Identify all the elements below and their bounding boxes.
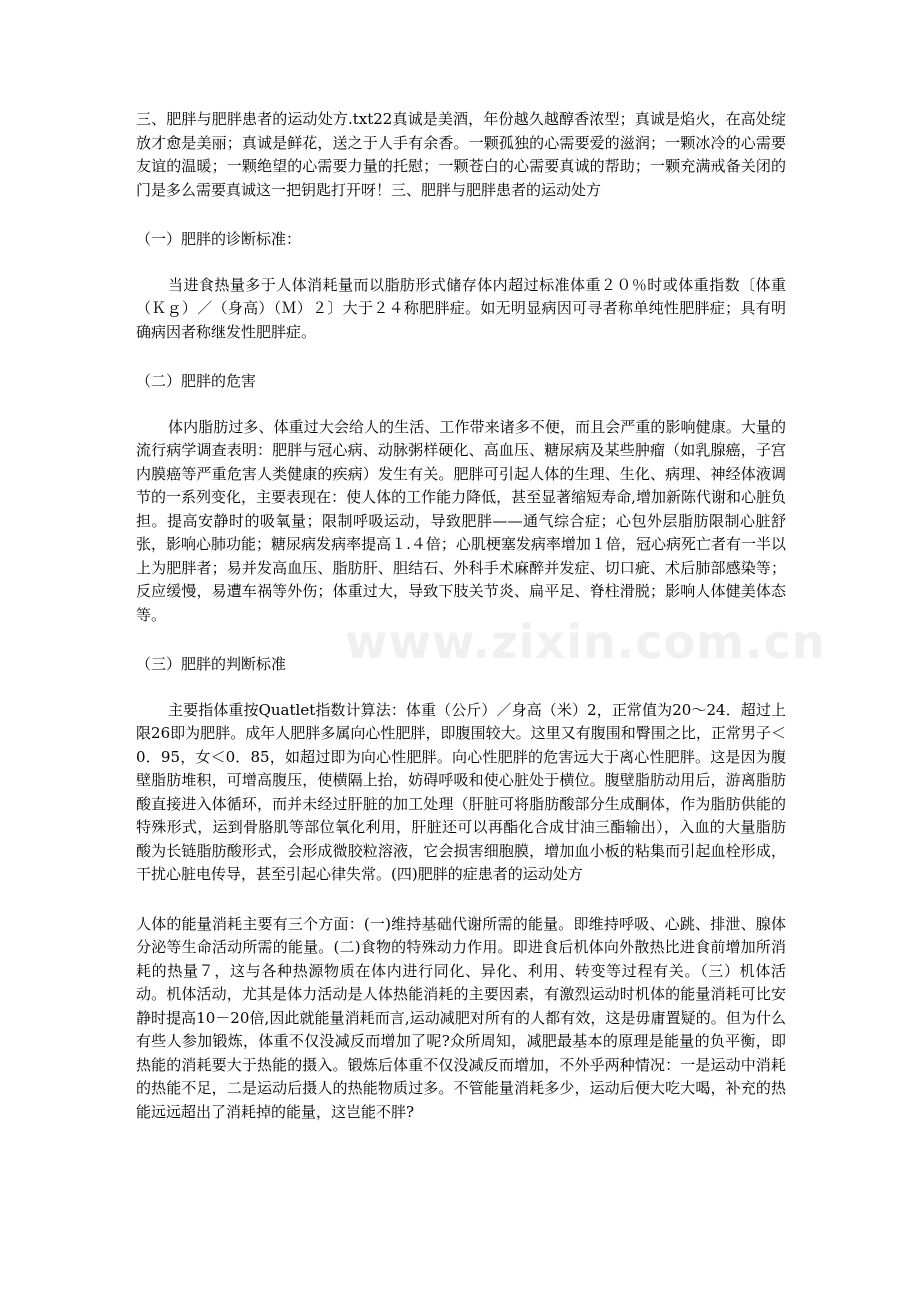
section4-body: 人体的能量消耗主要有三个方面：(一)维持基础代谢所需的能量。即维持呼吸、心跳、排泄、腺体分泌等生命活动所需的能量。(二)食物的特殊动力作用。即进食后机体向外散热比进食前增加所消耗的热量７，这与各种热源物质在体内进行同化、异化、利用、转变等过程有关。（三）机体活动。机体活动，尤其是体力活动是人体热能消耗的主要因素，有激烈运动时机体的能量消耗可比安静时提高10－20倍,因此就能量消耗而言,运动减肥对所有的人都有效，这是毋庸置疑的。但为什么有些人参加锻炼，体重不仅没减反而增加了呢?众所周知，减肥最基本的原理是能量的负平衡，即热能的消耗要大于热能的摄入。锻炼后体重不仅没减反而增加，不外乎两种情况：一是运动中消耗的热能不足，二是运动后摄人的热能物质过多。不管能量消耗多少，运动后便大吃大喝，补充的热能远远超出了消耗掉的能量，这岂能不胖? (136, 914, 786, 1121)
section2-heading: （二）肥胖的危害 (136, 372, 257, 390)
intro-paragraph: 三、肥胖与肥胖患者的运动处方.txt22真诚是美酒，年份越久越醇香浓型；真诚是焰火，在高处绽放才愈是美丽；真诚是鲜花，送之于人手有余香。一颗孤独的心需要爱的滋润；一颗冰冷的心需要友谊的温暖；一颗绝望的心需要力量的托慰；一颗苍白的心需要真诚的帮助；一颗充满戒备关闭的门是多么需要真诚这一把钥匙打开呀！三、肥胖与肥胖患者的运动处方 (136, 110, 786, 199)
section1-body: 当进食热量多于人体消耗量而以脂肪形式储存体内超过标准体重２０％时或体重指数〔体重（Ｋｇ）／（身高）（Ｍ）２〕大于２４称肥胖症。如无明显病因可寻者称单纯性肥胖症；具有明确病因者称继发性肥胖症。 (136, 275, 786, 341)
spacer (136, 887, 786, 913)
spacer (136, 677, 786, 699)
document-page (136, 108, 786, 1124)
section3-body: 主要指体重按Quatlet指数计算法：体重（公斤）／身高（米）2，正常值为20～24．超过上限26即为肥胖。成年人肥胖多属向心性肥胖，即腹围较大。这里又有腹围和臀围之比，正常男子＜0．95，女＜0．85，如超过即为向心性肥胖。向心性肥胖的危害远大于离心性肥胖。这是因为腹壁脂肪堆积，可增高腹压，使横隔上抬，妨碍呼吸和使心脏处于横位。腹壁脂肪动用后，游离脂肪酸直接进入体循环，而并未经过肝脏的加工处理（肝脏可将脂肪酸部分生成酮体，作为脂肪供能的特殊形式，运到骨胳肌等部位氧化利用，肝脏还可以再酯化合成甘油三酯输出），入血的大量脂肪酸为长链脂肪酸形式，会形成微胶粒溶液，它会损害细胞膜，增加血小板的粘集而引起血栓形成，干扰心脏电传导，甚至引起心律失常。(四)肥胖的症患者的运动处方 (136, 700, 786, 883)
spacer (136, 202, 786, 228)
section3-heading: （三）肥胖的判断标准 (136, 655, 287, 673)
spacer (136, 252, 786, 274)
spacer (136, 394, 786, 416)
spacer (136, 627, 786, 653)
section1-heading: （一）肥胖的诊断标准： (136, 230, 302, 248)
watermark: www.zixin.com.cn (345, 615, 826, 669)
spacer (136, 344, 786, 370)
section2-body: 体内脂肪过多、体重过大会给人的生活、工作带来诸多不便，而且会严重的影响健康。大量的流行病学调查表明：肥胖与冠心病、动脉粥样硬化、高血压、糖尿病及某些肿瘤（如乳腺癌，子宫内膜癌等严重危害人类健康的疾病）发生有关。肥胖可引起人体的生理、生化、病理、神经体液调节的一系列变化，主要表现在：使人体的工作能力降低，甚至显著缩短寿命,增加新陈代谢和心脏负担。提高安静时的吸氧量；限制呼吸运动，导致肥胖——通气综合症；心包外层脂肪限制心脏舒张，影响心肺功能；糖尿病发病率提高１.４倍；心肌梗塞发病率增加１倍，冠心病死亡者有一半以上为肥胖者；易并发高血压、脂肪肝、胆结石、外科手术麻醉并发症、切口疵、术后肺部感染等；反应缓慢，易遭车祸等外伤；体重过大，导致下肢关节炎、扁平足、脊柱滑脱；影响人体健美体态等。 (136, 417, 786, 624)
